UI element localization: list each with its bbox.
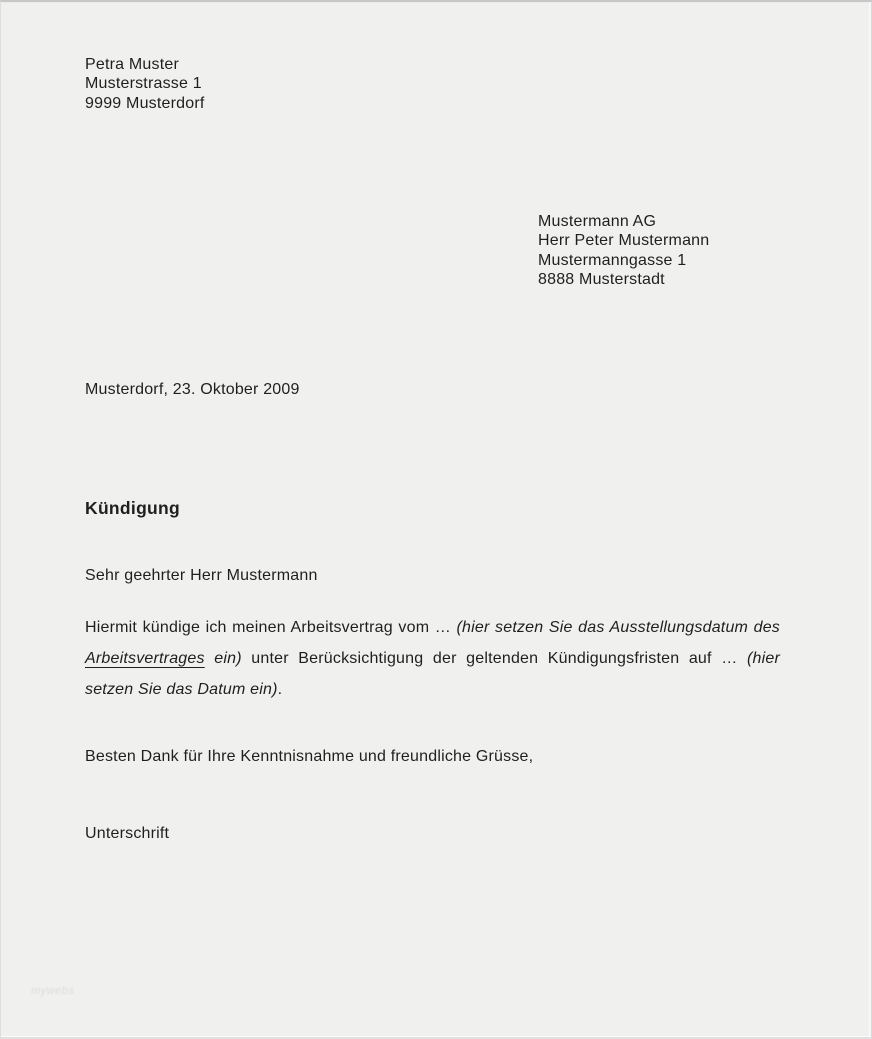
recipient-address-block bbox=[538, 212, 709, 289]
recipient-street: Mustermanngasse 1 bbox=[538, 251, 687, 269]
closing-line: Besten Dank für Ihre Kenntnisnahme und freundliche Grüsse, bbox=[85, 748, 534, 765]
body-line-3 bbox=[85, 674, 780, 705]
sender-street: Musterstrasse 1 bbox=[85, 75, 202, 93]
greeting-line: Sehr geehrter Herr Mustermann bbox=[85, 567, 318, 584]
watermark: mywebs bbox=[31, 985, 75, 997]
recipient-company: Mustermann AG bbox=[538, 213, 657, 230]
sender-address-block bbox=[85, 55, 205, 113]
body-placeholder-hint: ein) bbox=[204, 650, 252, 667]
body-line-2 bbox=[85, 643, 780, 674]
body-underlined-term: Arbeitsvertrages bbox=[85, 650, 205, 667]
date-line: Musterdorf, 23. Oktober 2009 bbox=[85, 381, 300, 398]
body-placeholder-hint: setzen Sie das Datum ein) bbox=[85, 681, 278, 698]
sender-city: 9999 Musterdorf bbox=[85, 94, 205, 112]
body-text-segment: . bbox=[277, 681, 283, 698]
body-placeholder-hint: (hier setzen Sie das Ausstellungsdatum des bbox=[456, 619, 780, 636]
body-text-segment: unter Berücksichtigung der geltenden Kündigungsfristen auf … bbox=[251, 650, 747, 667]
subject-heading: Kündigung bbox=[85, 498, 181, 518]
body-placeholder-hint: (hier bbox=[746, 650, 780, 667]
body-paragraph bbox=[85, 612, 780, 705]
sender-name: Petra Muster bbox=[85, 56, 179, 73]
recipient-city: 8888 Musterstadt bbox=[538, 270, 665, 288]
body-text-segment: Hiermit kündige ich meinen Arbeitsvertrag vom … bbox=[85, 619, 457, 636]
body-line-1 bbox=[85, 612, 780, 643]
recipient-name: Herr Peter Mustermann bbox=[538, 232, 710, 250]
signature-label: Unterschrift bbox=[85, 825, 170, 842]
